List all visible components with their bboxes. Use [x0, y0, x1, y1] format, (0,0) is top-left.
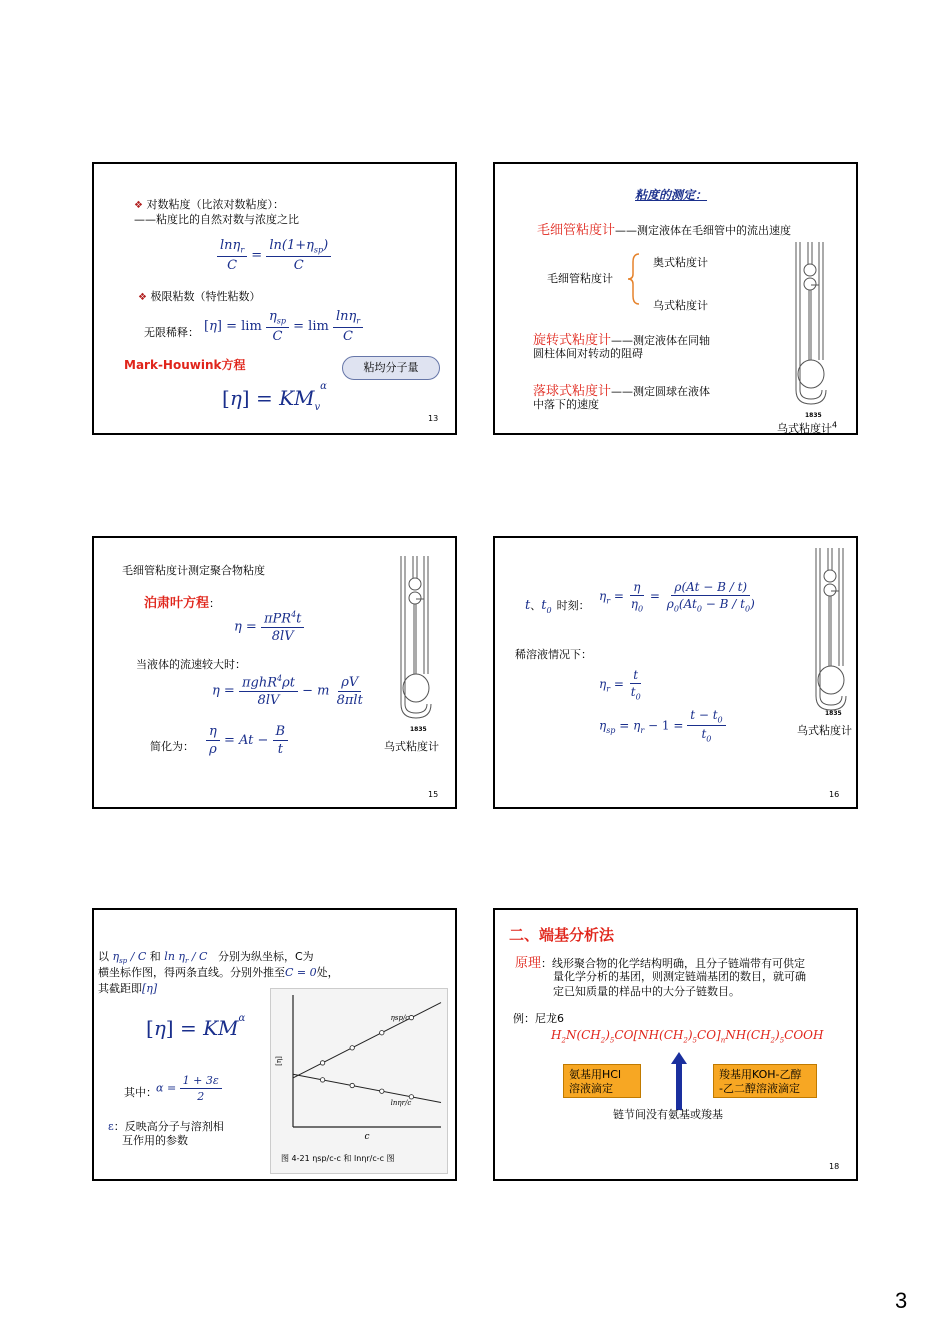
falling-ball-term: 落球式粘度计 [533, 384, 612, 399]
ubbelohde-viscometer-illustration [811, 546, 855, 716]
infinite-dilution-label: 无限稀释： [144, 326, 199, 339]
poiseuille-term: 泊肃叶方程 [144, 596, 210, 611]
box-text: 氨基用HCl [569, 1068, 622, 1081]
bullet-log-viscosity [134, 196, 284, 212]
text-line-1: 以 $\eta_{sp}$ / C 和 $\ln \eta_r$ / C 分别为纵坐标，C为 [98, 950, 314, 966]
diamond-bullet-icon: ❖ [134, 200, 143, 211]
epsilon-description-2: 互作用的参数 [122, 1134, 188, 1147]
simplified-label: 简化为： [150, 740, 194, 753]
page-number: 15 [428, 790, 439, 799]
formula-intrinsic-viscosity: [η] = lim $\frac{\eta_{sp}}{C}$ = lim $\frac{\ln\eta_r}{C}$ [204, 309, 363, 344]
rotational-desc-2: 圆柱体间对转动的阻碍 [533, 347, 643, 360]
formula-alpha: α = $\frac{1 + 3\varepsilon}{2}$ [156, 1074, 222, 1103]
capillary-desc: ——测定液体在毛细管中的流出速度 [615, 224, 792, 237]
data-point [320, 1078, 324, 1082]
data-point [350, 1046, 354, 1050]
bullet-log-viscosity-sub: ——粘度比的自然对数与浓度之比 [134, 213, 299, 226]
principle-line-3: 定已知质量的样品中的大分子链数目。 [553, 985, 740, 998]
formula-poiseuille: η = $\frac{\pi PR^4t}{8lV}$ [234, 610, 304, 644]
principle-line-2: 量化学分析的基团，则测定链端基团的数目，就可确 [553, 970, 806, 983]
text-part: 以 [98, 950, 109, 963]
formula-mark-houwink: $[\eta] = KM^\alpha$ [146, 1013, 246, 1040]
times-label: t、$t_0$ 时刻： [525, 598, 590, 616]
capillary-group-label: 毛细管粘度计 [547, 272, 613, 285]
slide-16 [493, 536, 858, 809]
epsilon-description: ε：反映高分子与溶剂相 [108, 1120, 224, 1133]
colon-text: ： [209, 597, 221, 610]
series-label: lnηr/c [390, 1098, 412, 1107]
ubbelohde-viscometer-illustration [791, 240, 835, 410]
capillary-term: 毛细管粘度计 [537, 223, 616, 238]
x-axis-label: c [364, 1132, 370, 1142]
box-text: 羧基用KOH-乙醇 [719, 1068, 802, 1081]
viscometer-caption [777, 420, 837, 435]
viscometer-caption: 乌式粘度计 [384, 740, 439, 753]
data-point [320, 1061, 324, 1065]
page-number: 13 [428, 414, 439, 423]
formula-dilute-relative: $\eta_r$ = $\frac{t}{t_0}$ [599, 668, 641, 702]
times-text: 时刻： [556, 599, 590, 612]
data-point [350, 1083, 354, 1087]
document-page-number: 3 [895, 1288, 908, 1313]
example-label: 例：尼龙6 [513, 1012, 564, 1025]
poiseuille-title [144, 592, 220, 611]
fast-flow-label: 当液体的流速较大时： [136, 658, 246, 671]
principle-label: 原理 [515, 956, 542, 971]
formula-fast-flow: η = $\frac{\pi ghR^4\rho t}{8lV}$ − m $\frac{\rho V}{\text{8πlt}}$ [212, 674, 363, 709]
arrow-up-icon [671, 1052, 687, 1110]
slide-heading: 毛细管粘度计测定聚合物粘度 [122, 564, 265, 577]
series-line-1 [293, 1074, 441, 1102]
mark-houwink-title: Mark-Houwink方程 [124, 358, 246, 372]
text-part: 和 [149, 950, 161, 963]
text-part: ：线形聚合物的化学结构明确，且分子链端带有可供定 [541, 957, 806, 970]
formula-specific-viscosity: $\eta_{sp} = \eta_r - 1$ = $\frac{t - t_0}{t_0}$ [599, 708, 726, 744]
page-number: 18 [829, 1162, 840, 1171]
box-text: 溶液滴定 [569, 1082, 613, 1095]
text-part: 横坐标作图，得两条直线。分别外推至 [98, 966, 285, 979]
slide-title: 粘度的测定： [635, 188, 708, 202]
text-part: 其截距即 [98, 982, 142, 995]
chain-note: 链节间没有氨基或羧基 [613, 1108, 723, 1121]
slide-14 [493, 162, 858, 435]
page-number: 16 [829, 790, 840, 799]
formula-mark-houwink: $[\eta] = KM_v^\alpha$ [222, 381, 327, 413]
figure-number: 1835 [410, 726, 427, 733]
falling-ball-desc: ——测定圆球在液体 [611, 385, 711, 398]
text-part: ：反映高分子与溶剂相 [113, 1120, 224, 1133]
viscosity-average-mw-badge: 粘均分子量 [342, 356, 440, 380]
ubbelohde-viscometer: 乌式粘度计 [653, 299, 708, 312]
slide-title: 二、端基分析法 [509, 926, 615, 944]
viscometer-caption: 乌式粘度计 [797, 724, 852, 737]
text-line-2: 横坐标作图，得两条直线。分别外推至C = 0处， [98, 966, 339, 979]
data-point [380, 1089, 384, 1093]
carboxyl-titration-box [713, 1064, 817, 1098]
nylon6-formula: $H_2N(CH_2)_5CO[NH(CH_2)_5CO]_nNH(CH_2)_5COOH$ [551, 1028, 824, 1045]
figure-number: 1835 [825, 710, 842, 717]
series-label: ηsp/c [390, 1014, 410, 1023]
diamond-bullet-icon: ❖ [138, 292, 147, 303]
bullet-intrinsic-viscosity [138, 288, 260, 304]
slide-13 [92, 162, 457, 435]
slide-18 [493, 908, 858, 1181]
text-part: 处， [316, 966, 339, 979]
ostwald-viscometer: 奥式粘度计 [653, 256, 708, 269]
slide-15 [92, 536, 457, 809]
slide-17 [92, 908, 457, 1181]
chart-figure [270, 988, 448, 1174]
extrapolation-chart [271, 989, 447, 1173]
text-part: 分别为纵坐标，C为 [217, 950, 314, 963]
where-label: 其中： [124, 1086, 157, 1099]
rotational-desc: ——测定液体在同轴 [611, 334, 711, 347]
formula-simplified: $\frac{\eta}{\rho}$ = At − $\frac{B}{t}$ [206, 724, 288, 757]
rotational-term: 旋转式粘度计 [533, 333, 612, 348]
formula-relative-viscosity: $\eta_r$ = $\frac{\eta}{\eta_0}$ = $\frac{\rho(At - B / t)}{\rho_0(At_0 - B / t_0)}$ [599, 580, 755, 614]
box-text: -乙二醇溶液滴定 [719, 1082, 800, 1095]
y-axis-label: [η] [275, 1056, 283, 1066]
series-line-0 [293, 1003, 441, 1078]
bullet-text: 对数粘度（比浓对数粘度）： [146, 198, 284, 211]
falling-ball-desc-2: 中落下的速度 [533, 398, 599, 411]
formula-inherent-viscosity: $\frac{\ln\eta_r}{C}$ = $\frac{\ln(1+\eta_{sp})}{C}$ [217, 238, 331, 273]
chart-caption: 图 4-21 ηsp/c-c 和 lnηr/c-c 图 [281, 1154, 395, 1163]
data-point [380, 1031, 384, 1035]
text-line-3: 其截距即[η] [98, 982, 158, 995]
figure-number: 1835 [805, 412, 822, 419]
page-number: 4 [832, 420, 838, 430]
bullet-text: 极限粘数（特性粘数） [150, 290, 261, 303]
dilute-label: 稀溶液情况下： [515, 648, 592, 661]
caption-text: 乌式粘度计 [777, 422, 832, 435]
amine-titration-box [563, 1064, 641, 1098]
ubbelohde-viscometer-illustration [396, 554, 440, 724]
data-point [409, 1015, 413, 1019]
capillary-line [537, 219, 791, 238]
curly-brace-icon [627, 252, 643, 306]
